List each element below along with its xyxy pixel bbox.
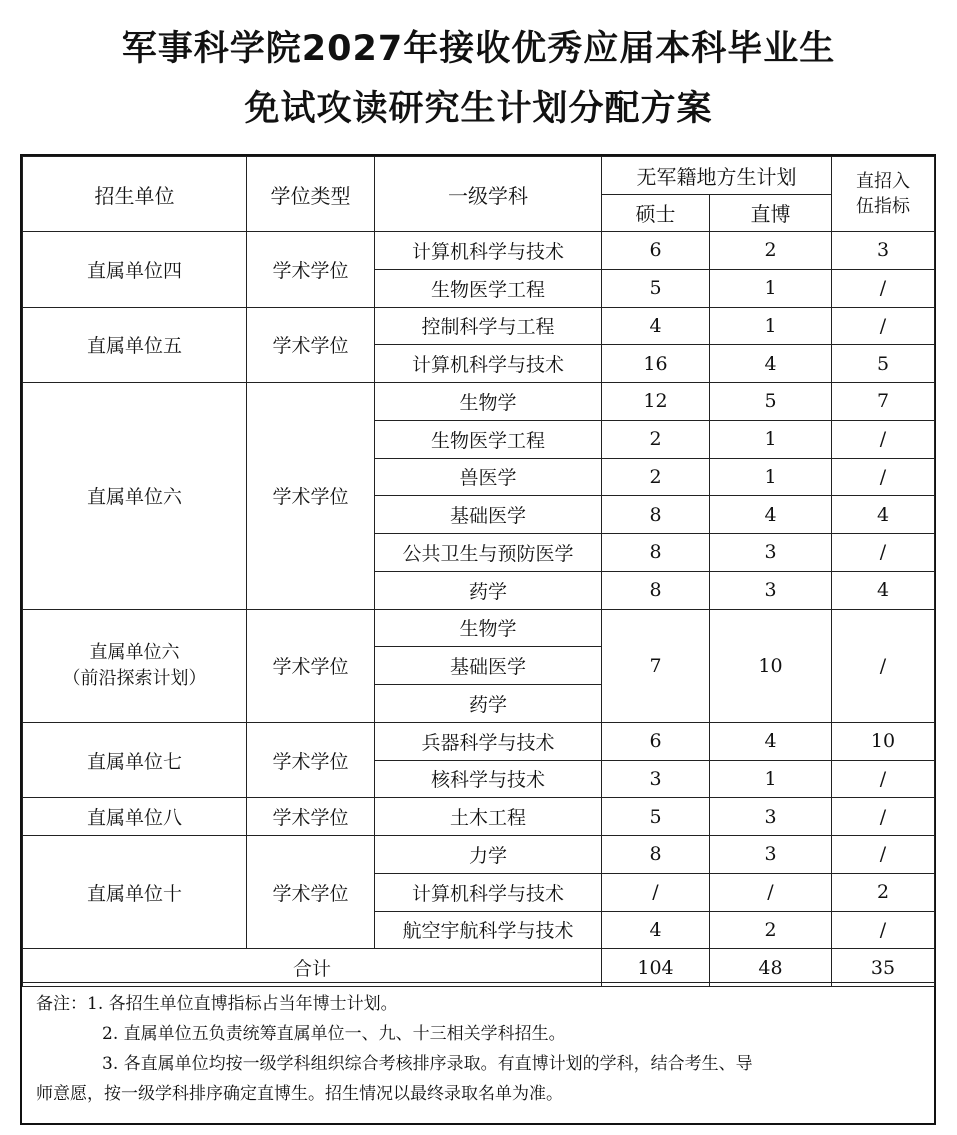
degree-type-cell: 学术学位 (247, 232, 375, 308)
enlist-cell: / (832, 798, 935, 836)
phd-cell: 2 (710, 232, 832, 270)
enlist-cell: 10 (832, 722, 935, 760)
discipline-cell: 计算机科学与技术 (375, 873, 602, 911)
header-direct-enlist (832, 157, 935, 232)
phd-cell: 5 (710, 383, 832, 421)
discipline-cell: 兽医学 (375, 458, 602, 496)
discipline-cell: 药学 (375, 571, 602, 609)
table-row (23, 722, 935, 760)
master-cell: 2 (602, 420, 710, 458)
master-cell: 2 (602, 458, 710, 496)
master-cell: 12 (602, 383, 710, 421)
remark-3-continued: 师意愿，按一级学科排序确定直博生。招生情况以最终录取名单为准。 (36, 1084, 563, 1104)
phd-cell: / (710, 873, 832, 911)
enlist-cell: / (832, 269, 935, 307)
enlist-cell: / (832, 534, 935, 572)
degree-type-cell: 学术学位 (247, 836, 375, 949)
header-direct-enlist-line-1: 直招入 (856, 170, 910, 192)
phd-cell: 1 (710, 760, 832, 798)
discipline-cell: 生物医学工程 (375, 269, 602, 307)
phd-cell: 3 (710, 571, 832, 609)
discipline-cell: 生物学 (375, 609, 602, 647)
degree-type-cell: 学术学位 (247, 798, 375, 836)
unit-cell: 直属单位四 (23, 232, 247, 308)
remark-2: 2. 直属单位五负责统筹直属单位一、九、十三相关学科招生。 (102, 1024, 566, 1044)
enlist-cell: 4 (832, 571, 935, 609)
phd-cell: 1 (710, 269, 832, 307)
master-cell: 8 (602, 571, 710, 609)
unit-cell (23, 609, 247, 722)
table-row (23, 609, 935, 647)
phd-cell: 1 (710, 307, 832, 345)
discipline-cell: 计算机科学与技术 (375, 232, 602, 270)
discipline-cell: 航空宇航科学与技术 (375, 911, 602, 949)
header-phd: 直博 (710, 194, 832, 232)
total-row (23, 949, 935, 987)
header-unit: 招生单位 (23, 157, 247, 232)
discipline-cell: 药学 (375, 685, 602, 723)
allocation-table (22, 156, 935, 987)
page-title-line-1: 军事科学院2027年接收优秀应届本科毕业生 (121, 29, 836, 69)
degree-type-cell: 学术学位 (247, 722, 375, 798)
master-cell: 4 (602, 307, 710, 345)
header-row (23, 157, 935, 195)
enlist-cell: 3 (832, 232, 935, 270)
total-phd: 48 (710, 949, 832, 987)
discipline-cell: 力学 (375, 836, 602, 874)
table-row (23, 836, 935, 874)
master-cell: 8 (602, 496, 710, 534)
header-degree-type: 学位类型 (247, 157, 375, 232)
phd-cell: 3 (710, 534, 832, 572)
phd-cell: 4 (710, 722, 832, 760)
enlist-cell: 7 (832, 383, 935, 421)
phd-cell: 10 (710, 609, 832, 722)
enlist-cell: 4 (832, 496, 935, 534)
total-enlist: 35 (832, 949, 935, 987)
master-cell: 16 (602, 345, 710, 383)
unit-cell: 直属单位八 (23, 798, 247, 836)
phd-cell: 2 (710, 911, 832, 949)
unit-cell: 直属单位七 (23, 722, 247, 798)
master-cell: 5 (602, 798, 710, 836)
total-master: 104 (602, 949, 710, 987)
enlist-cell: / (832, 609, 935, 722)
unit-cell: 直属单位六 (23, 383, 247, 610)
discipline-cell: 公共卫生与预防医学 (375, 534, 602, 572)
header-master: 硕士 (602, 194, 710, 232)
unit-cell: 直属单位五 (23, 307, 247, 383)
discipline-cell: 生物医学工程 (375, 420, 602, 458)
master-cell: 8 (602, 534, 710, 572)
discipline-cell: 基础医学 (375, 496, 602, 534)
master-cell: 6 (602, 722, 710, 760)
enlist-cell: / (832, 420, 935, 458)
degree-type-cell: 学术学位 (247, 609, 375, 722)
phd-cell: 3 (710, 798, 832, 836)
master-cell: 6 (602, 232, 710, 270)
master-cell: 4 (602, 911, 710, 949)
phd-cell: 3 (710, 836, 832, 874)
remark-1: 备注：1. 各招生单位直博指标占当年博士计划。 (36, 994, 398, 1014)
discipline-cell: 兵器科学与技术 (375, 722, 602, 760)
discipline-cell: 土木工程 (375, 798, 602, 836)
enlist-cell: 2 (832, 873, 935, 911)
master-cell: 5 (602, 269, 710, 307)
degree-type-cell: 学术学位 (247, 307, 375, 383)
phd-cell: 4 (710, 496, 832, 534)
master-cell: / (602, 873, 710, 911)
page-title-line-2: 免试攻读研究生计划分配方案 (244, 89, 713, 129)
enlist-cell: / (832, 458, 935, 496)
unit-name: 直属单位六 (89, 642, 180, 664)
table-row (23, 383, 935, 421)
header-discipline: 一级学科 (375, 157, 602, 232)
table-row (23, 232, 935, 270)
discipline-cell: 控制科学与工程 (375, 307, 602, 345)
table-row (23, 307, 935, 345)
master-cell: 8 (602, 836, 710, 874)
enlist-cell: / (832, 760, 935, 798)
header-plan-group: 无军籍地方生计划 (602, 157, 832, 195)
unit-cell: 直属单位十 (23, 836, 247, 949)
discipline-cell: 基础医学 (375, 647, 602, 685)
remark-3: 3. 各直属单位均按一级学科组织综合考核排序录取。有直博计划的学科，结合考生、导 (102, 1054, 753, 1074)
discipline-cell: 计算机科学与技术 (375, 345, 602, 383)
master-cell: 3 (602, 760, 710, 798)
degree-type-cell: 学术学位 (247, 383, 375, 610)
master-cell: 7 (602, 609, 710, 722)
enlist-cell: 5 (832, 345, 935, 383)
table-row (23, 798, 935, 836)
discipline-cell: 生物学 (375, 383, 602, 421)
enlist-cell: / (832, 307, 935, 345)
total-label: 合计 (23, 949, 602, 987)
unit-subtitle: （前沿探索计划） (62, 667, 207, 689)
remarks (22, 982, 934, 1123)
phd-cell: 1 (710, 420, 832, 458)
phd-cell: 1 (710, 458, 832, 496)
enlist-cell: / (832, 911, 935, 949)
header-direct-enlist-line-2: 伍指标 (856, 196, 910, 217)
phd-cell: 4 (710, 345, 832, 383)
discipline-cell: 核科学与技术 (375, 760, 602, 798)
enlist-cell: / (832, 836, 935, 874)
